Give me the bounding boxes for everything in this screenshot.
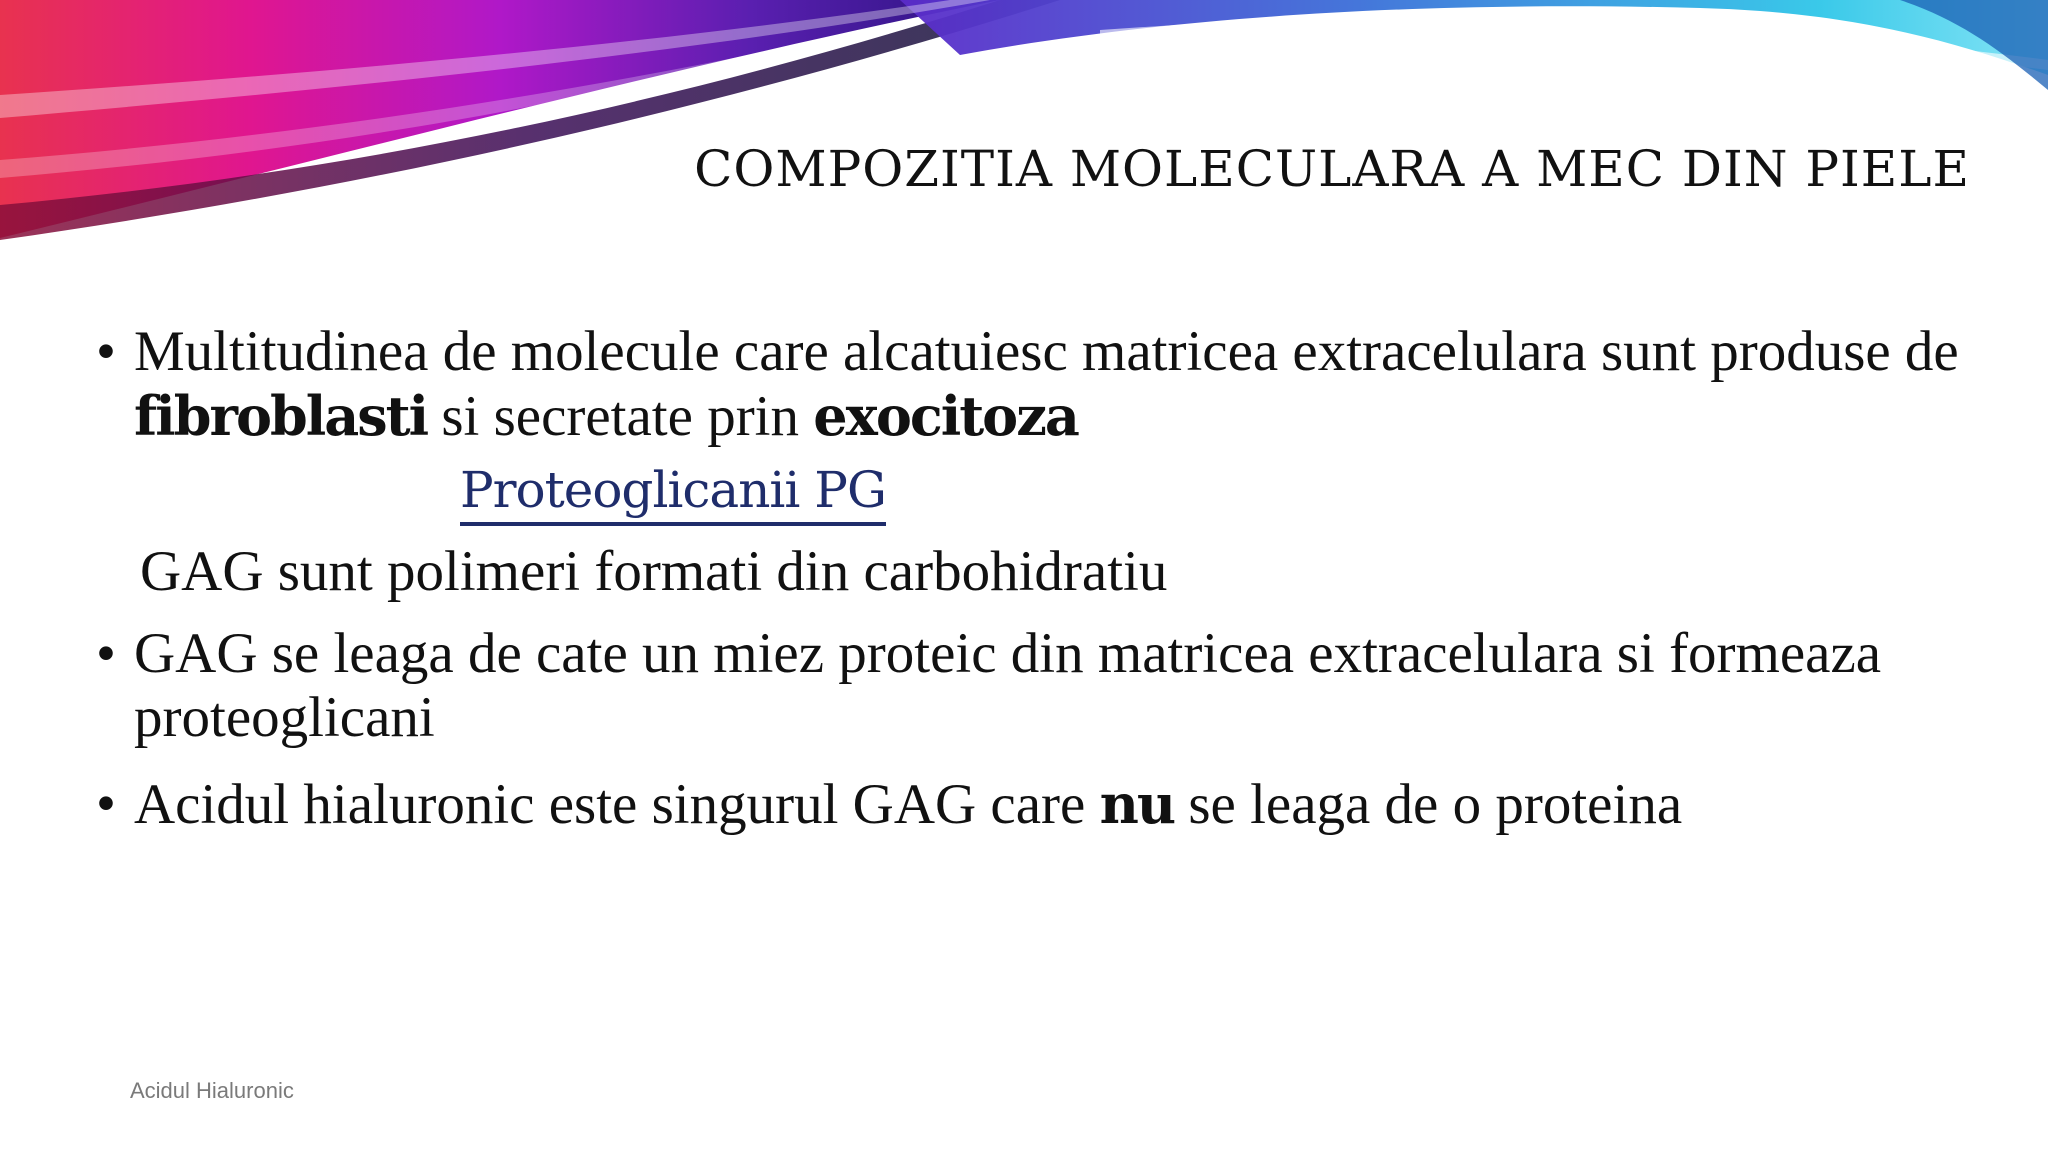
- subheading-row: [96, 457, 1976, 526]
- bullet-1-bold-fibroblasti: fibroblasti: [134, 384, 428, 448]
- bullet-1-text-before: Multitudinea de molecule care alcatuiesc matricea extracelulara sunt produse de: [134, 320, 1959, 383]
- bullet-3-text-after: se leaga de o proteina: [1174, 773, 1683, 836]
- decorative-swoosh: [0, 0, 2048, 260]
- slide-title: COMPOZITIA MOLECULARA A MEC DIN PIELE: [694, 140, 1970, 198]
- proteoglicani-heading: Proteoglicanii PG: [460, 460, 886, 526]
- bullet-item-2: • GAG se leaga de cate un miez proteic din matricea extracelulara si formeaza proteoglicani: [96, 622, 1976, 750]
- bullet-item-1: [96, 320, 1976, 449]
- bullet-1-text-middle: si secretate prin: [427, 385, 814, 448]
- bullet-item-3: [96, 772, 1976, 837]
- gag-definition-line: GAG sunt polimeri formati din carbohidratiu: [140, 540, 1168, 603]
- slide-footer: Acidul Hialuronic: [130, 1078, 294, 1103]
- slide-content: [96, 320, 1976, 837]
- bullet-3-bold-nu: nu: [1099, 772, 1175, 836]
- bullet-3-text-before: Acidul hialuronic este singurul GAG care: [134, 773, 1100, 836]
- bullet-1-bold-exocitoza: exocitoza: [813, 384, 1078, 448]
